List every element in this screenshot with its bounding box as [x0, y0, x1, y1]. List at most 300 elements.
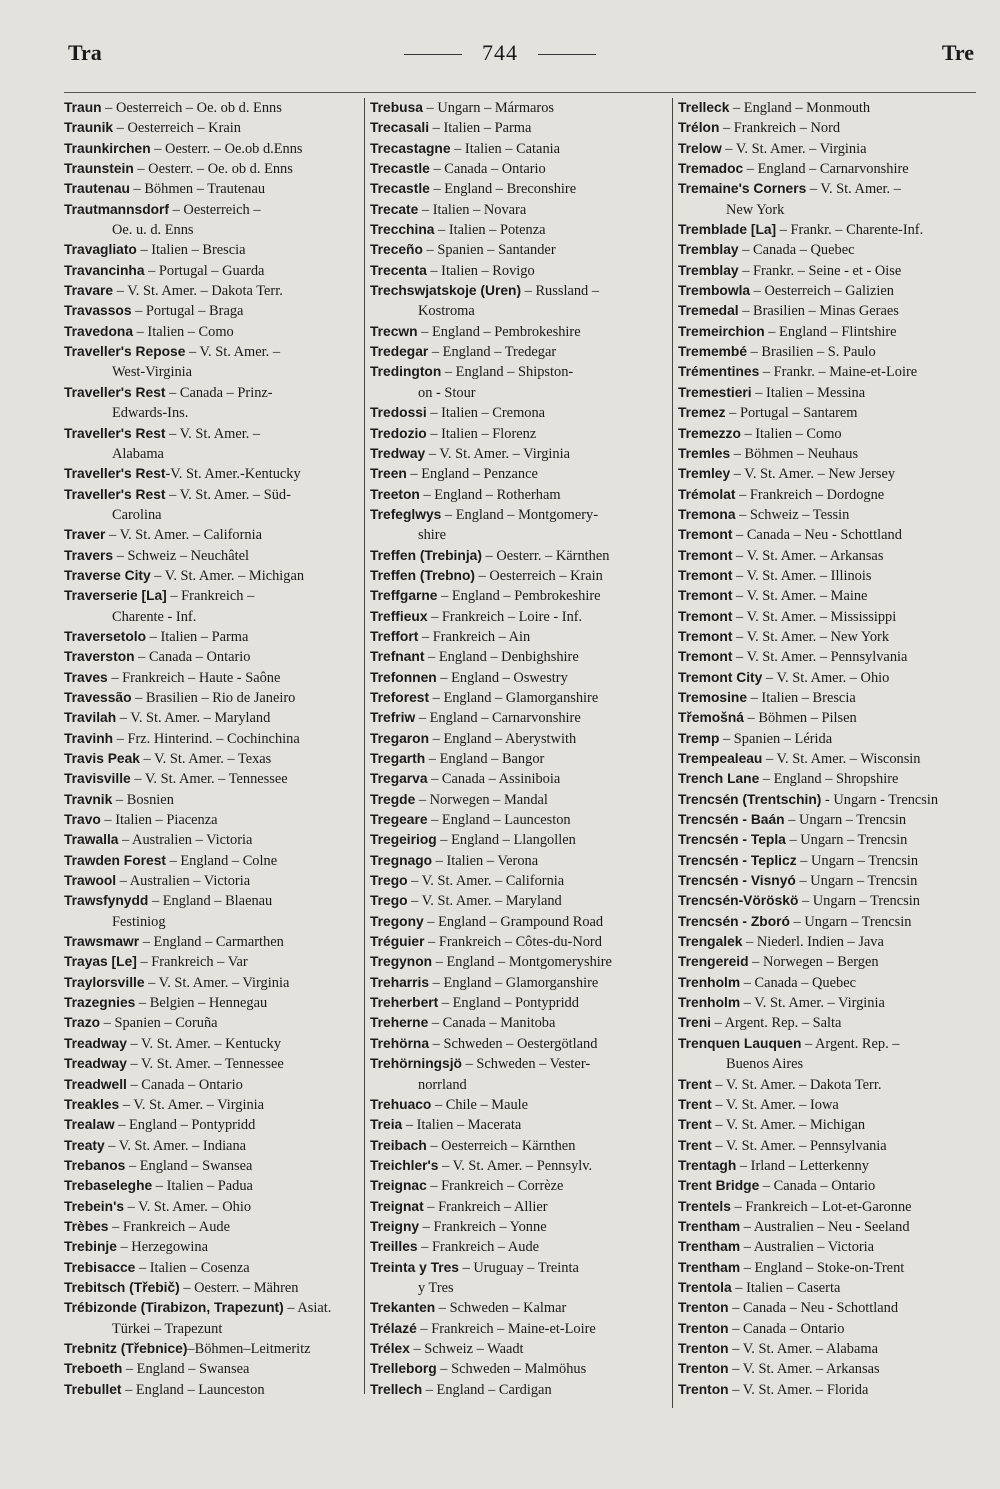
entry-location: – Oesterr. – Mähren: [179, 1279, 299, 1296]
entry-headword: Traversetolo: [64, 628, 147, 644]
entry-line: [370, 1013, 678, 1033]
entry-line: [678, 1034, 976, 1054]
entry-line: [370, 485, 678, 505]
entry-location: – Italien – Brescia: [747, 689, 856, 706]
entry-line: [678, 403, 976, 423]
entry-headword: Trencsén - Baán: [678, 812, 785, 828]
entry-location: – England – Glamorganshire: [429, 689, 599, 706]
entry-line: [64, 1339, 372, 1359]
entry-location: – Norwegen – Bergen: [748, 954, 879, 971]
entry-line: [64, 98, 372, 118]
entry-line: [64, 1278, 372, 1298]
entry-line: [64, 1217, 372, 1237]
entry-location: – V. St. Amer. – Michigan: [150, 567, 305, 584]
entry-location: – Spanien – Lérida: [719, 730, 833, 747]
entry-headword: Trautenau: [64, 181, 130, 197]
entry-headword: Tredington: [370, 364, 442, 380]
entry-headword: Trecastle: [370, 161, 430, 177]
entry-location: – England – Penzance: [406, 466, 538, 483]
entry-headword: Tredossi: [370, 405, 427, 421]
entry-headword: Treceño: [370, 242, 423, 258]
entry-headword: Travagliato: [64, 242, 137, 258]
entry-headword: Treakles: [64, 1096, 120, 1112]
entry-location: – V. St. Amer. – Florida: [728, 1381, 869, 1398]
entry-headword: Tremont: [678, 649, 733, 665]
entry-line: [370, 240, 678, 260]
entry-line: [678, 830, 976, 850]
entry-headword: Treignac: [370, 1178, 427, 1194]
entry-line: [678, 546, 976, 566]
entry-headword: Treeton: [370, 486, 420, 502]
entry-headword: Trenton: [678, 1361, 729, 1377]
entry-headword: Trent: [678, 1096, 712, 1112]
entry-headword: Tregarth: [370, 751, 426, 766]
page-number: 744: [482, 40, 518, 65]
entry-location: – V. St. Amer. – Indiana: [104, 1137, 247, 1154]
entry-headword: Tremblay: [678, 242, 739, 258]
entry-headword: Trengalek: [678, 934, 743, 950]
entry-location: – Ungarn – Trencsin: [796, 852, 919, 869]
entry-headword: Tremblade [La]: [678, 222, 777, 238]
entry-line: [678, 729, 976, 749]
entry-headword: Treni: [678, 1015, 711, 1031]
entry-headword: Trench Lane: [678, 771, 760, 787]
entry-location: – Frankreich – Aude: [108, 1218, 230, 1235]
entry-location: – V. St. Amer. – New Jersey: [730, 466, 896, 483]
entry-location: – England – Aberystwith: [429, 730, 577, 747]
entry-headword: Traver: [64, 527, 106, 543]
entry-location: – Ungarn – Mármaros: [422, 100, 555, 116]
entry-line: [678, 1197, 976, 1217]
entry-line: [64, 1013, 372, 1033]
entry-line: [678, 505, 976, 525]
entry-headword: Trefeglwys: [370, 506, 442, 522]
entry-line: [678, 98, 976, 118]
entry-headword: Trentagh: [678, 1157, 737, 1173]
entry-location: – Oesterreich – Krain: [475, 567, 603, 584]
entry-location: – V. St. Amer. – Arkansas: [728, 1361, 880, 1378]
entry-headword: Tremedal: [678, 303, 739, 319]
entry-headword: Tremblay: [678, 262, 739, 278]
entry-line: [64, 179, 372, 199]
entry-location: – England – Breconshire: [429, 181, 577, 198]
entry-location: – Oesterreich –: [169, 201, 261, 218]
entry-headword: Trélon: [678, 120, 720, 136]
entry-headword: Trèbes: [64, 1218, 109, 1234]
entry-location: – V. St. Amer. – Virginia: [721, 140, 867, 157]
entry-location: – Niederl. Indien – Java: [742, 934, 884, 951]
entry-line: [370, 1217, 678, 1237]
entry-headword: Tregony: [370, 913, 424, 929]
entry-line: [64, 1034, 372, 1054]
entry-headword: Trebinje: [64, 1239, 117, 1255]
entry-location: – Asiat.: [283, 1300, 332, 1317]
entry-headword: Tremeirchion: [678, 323, 765, 339]
entry-headword: Trengereid: [678, 954, 749, 970]
entry-location: – Ungarn – Trencsin: [789, 913, 912, 930]
entry-location: – England – Montgomery-: [441, 506, 599, 523]
entry-line: [64, 240, 372, 260]
entry-continuation: Kostroma: [418, 303, 475, 320]
entry-headword: Traun: [64, 100, 102, 115]
entry-headword: Trehuaco: [370, 1096, 432, 1112]
entry-headword: Tredegar: [370, 344, 429, 360]
entry-line: [64, 688, 372, 708]
entry-line: [678, 1217, 976, 1237]
entry-line: [370, 627, 678, 647]
entry-location: – Irland – Letterkenny: [736, 1157, 869, 1174]
entry-headword: Trawsmawr: [64, 934, 140, 950]
entry-line: [370, 1034, 678, 1054]
entry-location: – Italien – Rovigo: [426, 262, 535, 279]
entry-headword: Travis Peak: [64, 751, 140, 766]
entry-location: – V. St. Amer. – California: [105, 527, 263, 544]
entry-headword: Tregynon: [370, 954, 433, 970]
entry-headword: Tregaron: [370, 730, 430, 746]
entry-headword: Trentham: [678, 1259, 741, 1275]
entry-headword: Traveller's Rest: [64, 466, 166, 482]
entry-continuation: Türkei – Trapezunt: [112, 1320, 223, 1337]
entry-location: – Italien – Como: [740, 425, 842, 442]
entry-location: – England – Pembrokeshire: [437, 588, 601, 605]
entry-location: – England – Pontypridd: [114, 1117, 256, 1134]
entry-continuation: Alabama: [112, 445, 164, 462]
entry-location: – Frz. Hinterind. – Cochinchina: [113, 730, 300, 747]
entry-location: – Brasilien – Minas Geraes: [738, 303, 899, 320]
entry-headword: Travilah: [64, 710, 117, 726]
entry-headword: Trazo: [64, 1015, 101, 1031]
entry-location: -V. St. Amer.-Kentucky: [165, 466, 301, 483]
entry-headword: Trecastagne: [370, 140, 451, 156]
entry-headword: Trealaw: [64, 1117, 115, 1133]
entry-headword: Treharris: [370, 974, 430, 990]
entry-location: – Schweden – Oestergötland: [429, 1035, 598, 1052]
entry-headword: Traverserie [La]: [64, 588, 167, 604]
entry-location: – Norwegen – Mandal: [415, 791, 548, 808]
entry-location: – Chile – Maule: [431, 1096, 529, 1113]
entry-headword: Tremont: [678, 567, 733, 583]
entry-continuation: Oe. u. d. Enns: [112, 222, 194, 239]
entry-location: – V. St. Amer. –: [185, 344, 281, 361]
entry-location: – England – Pontypridd: [438, 995, 579, 1012]
entry-headword: Treibach: [370, 1137, 427, 1153]
entry-line: [678, 627, 976, 647]
entry-line: [678, 1359, 976, 1379]
entry-headword: Traylorsville: [64, 974, 145, 990]
entry-continuation: Buenos Aires: [726, 1056, 804, 1073]
entry-headword: Traveller's Repose: [64, 344, 186, 360]
entry-line: [678, 1075, 976, 1095]
entry-headword: Trent: [678, 1137, 712, 1153]
entry-line: [370, 891, 678, 911]
entry-headword: Tremont: [678, 608, 733, 624]
entry-line: [370, 1258, 678, 1278]
entry-headword: Treherbert: [370, 995, 439, 1011]
entry-headword: Trecwn: [370, 323, 418, 339]
entry-headword: Tremestieri: [678, 384, 752, 400]
entry-location: – V. St. Amer. – Virginia: [740, 995, 885, 1012]
entry-line: [370, 668, 678, 688]
entry-location: – Italien – Potenza: [434, 222, 546, 239]
entry-line: [370, 261, 678, 281]
entry-headword: Treboeth: [64, 1361, 123, 1377]
entry-location: – Oesterreich – Oe. ob d. Enns: [101, 100, 282, 116]
entry-line: [370, 912, 678, 932]
entry-line: [370, 1359, 678, 1379]
entry-headword: Treffgarne: [370, 588, 438, 604]
entry-line: [678, 1176, 976, 1196]
entry-headword: Trechswjatskoje (Uren): [370, 283, 522, 299]
entry-headword: Trélex: [370, 1340, 410, 1356]
entry-line: [64, 749, 372, 769]
entry-location: – V. St. Amer. – Mississippi: [732, 608, 897, 625]
entry-headword: Treadway: [64, 1056, 127, 1072]
entry-line: [64, 871, 372, 891]
entry-location: – Oesterr. – Oe. ob d. Enns: [133, 161, 293, 178]
entry-line: [678, 1156, 976, 1176]
entry-line: [64, 1237, 372, 1257]
entry-line: [678, 159, 976, 179]
entry-location: – V. St. Amer. – Tennessee: [126, 1056, 284, 1073]
entry-line: [678, 179, 976, 199]
entry-line: [370, 464, 678, 484]
entry-location: – Belgien – Hennegau: [135, 995, 268, 1012]
entry-location: – Argent. Rep. – Salta: [710, 1015, 842, 1032]
entry-headword: Traves: [64, 669, 108, 685]
entry-location: – V. St. Amer. – Kentucky: [126, 1035, 282, 1052]
entry-line: [678, 261, 976, 281]
entry-location: – V. St. Amer. – Pennsylvania: [711, 1137, 887, 1154]
entry-line: [64, 973, 372, 993]
entry-headword: Travassos: [64, 303, 132, 319]
entry-location: – Canada – Ontario: [429, 161, 546, 178]
entry-location: – Italien – Como: [133, 323, 234, 340]
entry-headword: Treforest: [370, 689, 430, 705]
entry-line: [678, 586, 976, 606]
entry-headword: Trebaseleghe: [64, 1178, 153, 1194]
entry-line: [678, 790, 976, 810]
entry-headword: Trencsén - Tepla: [678, 832, 786, 848]
entry-line: [64, 1136, 372, 1156]
entry-line: [64, 1176, 372, 1196]
entry-line: [678, 1278, 976, 1298]
entry-line: [64, 546, 372, 566]
entry-location: – Oesterreich – Galizien: [750, 283, 894, 300]
entry-line: [678, 301, 976, 321]
entry-location: – Canada – Ontario: [126, 1076, 243, 1093]
entry-headword: Treffen (Trebno): [370, 567, 476, 583]
entry-line: [64, 424, 372, 444]
entry-line: [678, 1095, 976, 1115]
entry-headword: Trent: [678, 1076, 712, 1092]
entry-location: – Ungarn – Trencsin: [798, 893, 920, 910]
entry-location: – England – Oswestry: [436, 669, 568, 686]
entry-line: [370, 546, 678, 566]
entry-line: [64, 830, 372, 850]
entry-headword: Trenholm: [678, 995, 741, 1011]
entry-headword: Trayas [Le]: [64, 954, 137, 970]
entry-line: [64, 627, 372, 647]
entry-location: – Böhmen – Pilsen: [743, 710, 857, 727]
entry-line: [370, 362, 678, 382]
entry-location: – Frankreich – Côtes-du-Nord: [424, 934, 602, 951]
entry-location: – Oesterreich – Kärnthen: [426, 1137, 576, 1154]
entry-location: – Italien – Parma: [429, 120, 532, 137]
entry-line: [64, 668, 372, 688]
entry-line: [64, 118, 372, 138]
entry-continuation: Carolina: [112, 506, 162, 523]
entry-headword: Trémolat: [678, 486, 736, 502]
entry-headword: Traverston: [64, 649, 135, 665]
entry-line: [678, 1258, 976, 1278]
entry-continuation: norrland: [418, 1076, 467, 1093]
entry-line: [370, 220, 678, 240]
entry-location: – V. St. Amer. – New York: [732, 628, 890, 645]
entry-line: [678, 220, 976, 240]
entry-headword: Trentola: [678, 1279, 732, 1295]
entry-line: [370, 403, 678, 423]
entry-headword: Trembowla: [678, 283, 751, 299]
entry-headword: Trego: [370, 873, 408, 889]
entry-location: – England – Monmouth: [729, 100, 871, 116]
entry-location: – Australien – Victoria: [118, 832, 253, 849]
entry-location: – England – Montgomeryshire: [432, 954, 612, 971]
entry-headword: Tregeare: [370, 812, 428, 828]
entry-headword: Travo: [64, 812, 101, 828]
entry-headword: Trent: [678, 1117, 712, 1133]
entry-headword: Trecastle: [370, 181, 430, 197]
entry-location: – England – Launceston: [121, 1381, 265, 1398]
entry-location: – V. St. Amer. – Maryland: [116, 710, 271, 727]
entry-line: [64, 729, 372, 749]
entry-line: [64, 851, 372, 871]
entry-headword: Treffen (Trebinja): [370, 547, 482, 563]
entry-headword: Traunik: [64, 120, 114, 136]
entry-continuation: on - Stour: [418, 384, 476, 401]
entry-line: [678, 993, 976, 1013]
entry-column-2: [370, 98, 678, 1400]
running-head-left: Tra: [68, 40, 102, 65]
entry-location: – Frankreich – Loire - Inf.: [427, 608, 583, 625]
entry-headword: Treffort: [370, 628, 419, 644]
entry-location: – Canada – Ontario: [759, 1178, 876, 1195]
entry-line: [678, 118, 976, 138]
entry-headword: Treen: [370, 466, 407, 482]
entry-location: – Ungarn – Trencsin: [785, 832, 908, 849]
entry-line: [678, 1115, 976, 1135]
entry-headword: Tredozio: [370, 425, 427, 441]
entry-line: [678, 668, 976, 688]
entry-location: – V. St. Amer. – Dakota Terr.: [113, 283, 283, 300]
entry-line: [370, 688, 678, 708]
entry-headword: Treffieux: [370, 608, 428, 624]
entry-location: – V. St. Amer. – California: [407, 873, 565, 890]
entry-line: [370, 769, 678, 789]
entry-headword: Trawsfynydd: [64, 893, 149, 909]
entry-headword: Trautmannsdorf: [64, 201, 170, 217]
entry-column-1: [64, 98, 372, 1400]
entry-continuation: y Tres: [418, 1279, 454, 1296]
entry-headword: Treadwell: [64, 1076, 127, 1092]
entry-line: [678, 1298, 976, 1318]
entry-location: – Frankreich –: [166, 588, 255, 605]
entry-location: – V. St. Amer. – Dakota Terr.: [711, 1076, 882, 1093]
entry-headword: Tremp: [678, 730, 720, 746]
entry-line: [64, 200, 372, 220]
entry-location: –Böhmen–Leitmeritz: [187, 1340, 311, 1357]
entry-headword: Traunstein: [64, 161, 134, 177]
entry-line: [370, 1319, 678, 1339]
entry-headword: Tremadoc: [678, 161, 744, 177]
entry-location: – Portugal – Santarem: [725, 405, 858, 422]
entry-line: [678, 525, 976, 545]
entry-line: [370, 159, 678, 179]
entry-line: [678, 851, 976, 871]
entry-line: [64, 1095, 372, 1115]
entry-location: – Frankr. – Seine - et - Oise: [738, 262, 902, 279]
entry-location: – V. St. Amer. –: [165, 425, 261, 442]
entry-location: – Australien – Neu - Seeland: [740, 1218, 910, 1235]
entry-line: [64, 159, 372, 179]
entry-headword: Trenholm: [678, 974, 741, 990]
entry-line: [64, 1298, 372, 1318]
entry-location: – England – Grampound Road: [423, 913, 604, 930]
entry-location: – England – Shipston-: [441, 364, 574, 381]
entry-headword: Treinta y Tres: [370, 1259, 459, 1275]
entry-location: – V. St. Amer. – Tennessee: [130, 771, 288, 788]
entry-location: – England – Pembrokeshire: [417, 323, 581, 340]
entry-headword: Travnik: [64, 791, 113, 807]
entry-line: [64, 464, 372, 484]
entry-location: – Schweiz – Neuchâtel: [113, 547, 249, 564]
entry-location: – Australien – Victoria: [116, 873, 251, 890]
entry-line: [370, 708, 678, 728]
entry-headword: Trebullet: [64, 1381, 122, 1397]
entry-line: [678, 1237, 976, 1257]
entry-line: [678, 139, 976, 159]
entry-location: – England – Shropshire: [759, 771, 899, 788]
entry-location: – Oesterreich – Krain: [113, 120, 241, 137]
entry-headword: Trawden Forest: [64, 852, 166, 868]
entry-line: [64, 1115, 372, 1135]
entry-location: – V. St. Amer. – Ohio: [762, 669, 890, 686]
entry-headword: Tremont: [678, 547, 733, 563]
entry-location: – V. St. Amer. – Texas: [139, 751, 272, 767]
entry-location: – Oesterr. – Oe.ob d.Enns: [150, 140, 303, 157]
entry-location: – Frankr. – Maine-et-Loire: [759, 364, 918, 381]
entry-line: [678, 566, 976, 586]
entry-line: [678, 342, 976, 362]
entry-line: [64, 769, 372, 789]
entry-location: – Schweden – Malmöhus: [436, 1361, 587, 1378]
entry-headword: Trencsén-Vöröskö: [678, 893, 799, 909]
entry-location: – Schweiz – Waadt: [409, 1340, 524, 1357]
entry-location: – Italien – Cremona: [426, 405, 546, 422]
entry-location: – England – Carnarvonshire: [743, 161, 909, 178]
entry-headword: Trellech: [370, 1381, 423, 1397]
entry-location: – V. St. Amer. –: [806, 181, 901, 198]
entry-headword: Travancinha: [64, 262, 145, 278]
entry-headword: Treadway: [64, 1035, 127, 1051]
entry-location: – Schweden – Vester-: [461, 1056, 591, 1073]
entry-headword: Treia: [370, 1117, 403, 1133]
entry-headword: Trefonnen: [370, 669, 437, 685]
entry-line: [678, 322, 976, 342]
entry-line: [64, 1258, 372, 1278]
entry-line: [370, 1095, 678, 1115]
entry-line: [678, 810, 976, 830]
entry-headword: Tregnago: [370, 852, 433, 868]
